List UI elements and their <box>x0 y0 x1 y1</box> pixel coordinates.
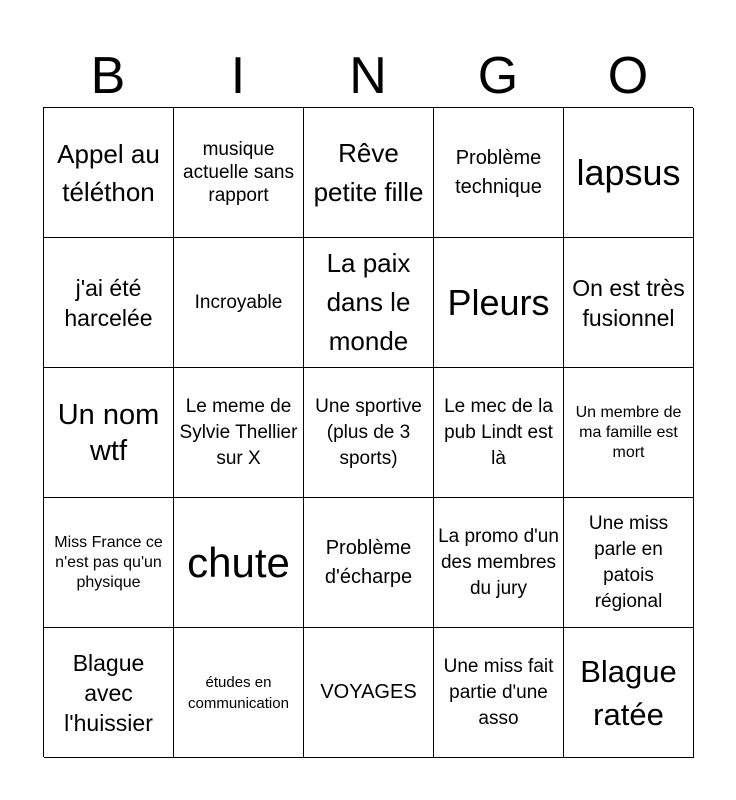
bingo-cell-text: Le mec de la pub Lindt est là <box>444 395 553 469</box>
bingo-cell[interactable] <box>174 628 304 758</box>
bingo-cell[interactable] <box>304 498 434 628</box>
bingo-cell[interactable] <box>434 368 564 498</box>
bingo-cell[interactable] <box>174 498 304 628</box>
header-letter-g: G <box>477 47 519 105</box>
bingo-cell[interactable] <box>44 108 174 238</box>
bingo-cell[interactable] <box>434 238 564 368</box>
bingo-cell-text: Une miss fait partie d'une asso <box>443 655 554 729</box>
bingo-cell-text: Miss France ce n'est pas qu'un physique <box>54 533 163 591</box>
bingo-cell-text: Appel au téléthon <box>57 138 160 207</box>
bingo-cell-text: j'ai été harcelée <box>64 274 153 331</box>
bingo-cell-text: Problème technique <box>455 146 542 198</box>
bingo-cell-text: Blague ratée <box>580 653 677 732</box>
bingo-cell-text: Une sportive (plus de 3 sports) <box>315 395 422 469</box>
bingo-cell-text: VOYAGES <box>320 681 417 703</box>
header-letter-b: B <box>90 47 126 105</box>
bingo-cell-text: Rêve petite fille <box>313 137 424 207</box>
header-letter-o: O <box>607 47 649 105</box>
bingo-cell[interactable] <box>564 498 694 628</box>
bingo-cell[interactable] <box>434 108 564 238</box>
bingo-cell-text: Le meme de Sylvie Thellier sur X <box>179 395 298 469</box>
bingo-cell[interactable] <box>564 628 694 758</box>
header-letter-n: N <box>349 47 387 105</box>
bingo-cell-text: Incroyable <box>194 292 283 313</box>
bingo-header <box>43 45 693 107</box>
bingo-cell[interactable] <box>434 628 564 758</box>
bingo-cell[interactable] <box>44 498 174 628</box>
bingo-cell-text: Blague avec l'huissier <box>64 649 153 736</box>
bingo-cell[interactable] <box>174 108 304 238</box>
bingo-cell[interactable] <box>174 238 304 368</box>
bingo-grid <box>43 107 693 757</box>
bingo-cell-text: Un nom wtf <box>57 398 160 467</box>
bingo-cell[interactable] <box>564 238 694 368</box>
bingo-cell-text: chute <box>187 538 290 586</box>
bingo-cell[interactable] <box>304 108 434 238</box>
bingo-cell-text: Une miss parle en patois régional <box>588 512 669 612</box>
bingo-cell[interactable] <box>44 368 174 498</box>
bingo-cell-text: lapsus <box>576 151 681 193</box>
bingo-cell[interactable] <box>434 498 564 628</box>
bingo-cell[interactable] <box>564 368 694 498</box>
bingo-cell[interactable] <box>304 238 434 368</box>
bingo-cell[interactable] <box>304 628 434 758</box>
bingo-cell[interactable] <box>174 368 304 498</box>
bingo-cell[interactable] <box>44 238 174 368</box>
bingo-cell-text: La paix dans le monde <box>326 248 411 356</box>
header-letter-i: I <box>230 47 246 105</box>
bingo-cell[interactable] <box>44 628 174 758</box>
bingo-cell-text: Un membre de ma famille est mort <box>575 403 682 461</box>
bingo-cell-text: musique actuelle sans rapport <box>183 139 294 206</box>
bingo-cell-text: Pleurs <box>447 281 550 323</box>
bingo-cell-text: études en communication <box>188 673 289 712</box>
bingo-cell[interactable] <box>304 368 434 498</box>
bingo-cell-text: Problème d'écharpe <box>324 536 413 588</box>
bingo-cell[interactable] <box>564 108 694 238</box>
bingo-cell-text: La promo d'un des membres du jury <box>438 525 559 599</box>
bingo-cell-text: On est très fusionnel <box>572 274 685 331</box>
